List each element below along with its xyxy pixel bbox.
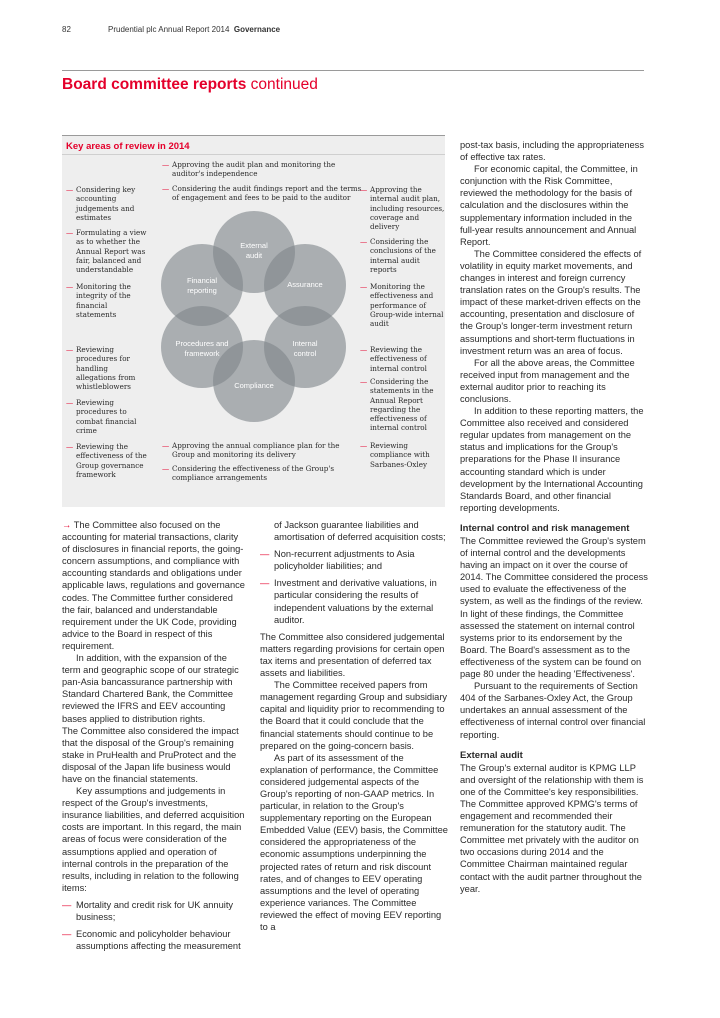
left-item: — Reviewing procedures for handling allegations from whistleblowers — [66, 345, 136, 392]
page-title-continued: continued — [250, 76, 318, 93]
section-heading-external-audit: External audit — [460, 749, 523, 761]
paragraph: In addition, with the expansion of the term and geographic scope of our strategic pan-Asia bancassurance partnership with Standard Chartered Bank, the Committee reviewed the IFRS and EEV accounting bases applied to distribution rights. — [62, 653, 239, 724]
paragraph: The Committee also considered the impact that the disposal of the Group's remaining stake in PruHealth and PruProtect and the disposal of the Japan life business would have on the financial statements. — [62, 725, 239, 784]
bottom-item: — Approving the annual compliance plan for the Group and monitoring its delivery — [162, 441, 340, 460]
paragraph: Key assumptions and judgements in respect of the Group's investments, insurance liabilities, and deferred acquisition costs are important. In this regard, the main areas of focus were consideration of the assumptions applied and operation of internal controls in the preparation of the results, including in relation to the following items: — [62, 786, 245, 893]
assurance-label: Assurance — [287, 280, 323, 289]
paragraph: The Committee received papers from management regarding Group and subsidiary capital and liquidity prior to recommending to the Board that it could conclude that the financial statements should continue to be prepared on the going-concern basis. — [260, 680, 448, 751]
internal-control-label-1: Internal — [292, 339, 318, 348]
report-title: Prudential plc Annual Report 2014 — [108, 25, 230, 34]
right-item: — Approving the internal audit plan, including resources, coverage and delivery — [360, 185, 445, 232]
paragraph: Pursuant to the requirements of Section 404 of the Sarbanes-Oxley Act, the Group undertakes an annual assessment of the effectiveness of internal control over financial reporting. — [460, 681, 646, 740]
body-column-2 — [260, 519, 448, 933]
top-item: — Approving the audit plan and monitoring the auditor's independence — [162, 160, 336, 179]
body-column-1 — [62, 519, 247, 952]
bottom-item: — Considering the effectiveness of the Group's compliance arrangements — [162, 464, 335, 483]
right-item: — Reviewing the effectiveness of internal control — [360, 345, 427, 373]
right-item: — Reviewing compliance with Sarbanes-Oxley — [360, 441, 430, 469]
bullet-item: — Mortality and credit risk for UK annuity business; — [62, 899, 234, 922]
paragraph: For all the above areas, the Committee received input from management and the external auditor prior to reaching its conclusions. — [460, 357, 635, 404]
financial-reporting-circle — [161, 244, 243, 326]
section-heading-internal-control: Internal control and risk management — [460, 522, 630, 534]
right-item: — Considering the conclusions of the internal audit reports — [360, 237, 436, 274]
paragraph: The Committee reviewed the Group's system of internal control and the developments having an impact on it over the course of 2014. The Committee considered the process used to evaluate the effectiveness of the system, as well as the findings of the review. In light of these findings, the Committee assessed the statement on internal control systems prior to its endorsement by the Board. The Board's assessment as to the effectiveness of the system can be found on page 80 under the heading 'Effectiveness'. — [460, 536, 648, 680]
left-item: — Formulating a view as to whether the Annual Report was fair, balanced and understandable — [66, 228, 147, 275]
paragraph: As part of its assessment of the explanation of performance, the Committee considered judgemental aspects of the Group's reporting of non-GAAP metrics. In particular, in relation to the Group's supplementary reporting on the European Embedded Value (EEV) basis, the Committee considered the appropriateness of the economic assumptions underpinning the projected rates of return and risk discount rates, and of changes to EEV operating assumptions and the level of operating experience variances. The Committee reviewed the effect of moving EEV reporting to a — [260, 752, 448, 932]
bullet-item: — Non-recurrent adjustments to Asia policyholder liabilities; and — [260, 549, 415, 572]
procedures-label-1: Procedures and — [175, 339, 229, 348]
external-audit-label-2: audit — [245, 251, 263, 260]
bullet-continuation: of Jackson guarantee liabilities and amortisation of deferred acquisition costs; — [274, 520, 446, 543]
paragraph: In addition to these reporting matters, the Committee also received and considered regular updates from management on the status and implications for the Group's preparations for the Phase II insurance accounting standard which is under development by the International Accounting Standards Board, and other financial reporting developments. — [460, 406, 644, 513]
compliance-label: Compliance — [234, 381, 274, 390]
paragraph: For economic capital, the Committee, in conjunction with the Risk Committee, reviewed the methodology for the basis of calculation and the disclosures within the supplementary information included in the full-year results announcement and Annual Report. — [460, 164, 638, 247]
paragraph: The Committee also considered judgemental matters regarding provisions for certain open tax items and presentation of deferred tax assets and liabilities. — [260, 631, 445, 679]
arrow-icon: → — [62, 520, 72, 530]
financial-reporting-label-2: reporting — [187, 286, 217, 295]
bullet-item: — Investment and derivative valuations, in particular considering the results of independent valuations by the external auditor. — [260, 578, 437, 625]
financial-reporting-label-1: Financial — [186, 276, 218, 285]
internal-control-label-2: control — [293, 349, 317, 358]
left-item: — Monitoring the integrity of the financial statements — [66, 282, 131, 319]
paragraph: → The Committee also focused on the accounting for material transactions, clarity of disclosures in financial reports, the going-concern assumptions, and compliance with accounting standards and obligations under applicable laws, regulations and governance codes. The Committee further considered the fair, balanced and understandable requirement under the UK Code, providing advice to the Board in respect of this requirement. — [62, 520, 245, 651]
bullet-item: — Economic and policyholder behaviour assumptions affecting the measurement — [62, 929, 241, 952]
left-item: — Considering key accounting judgements and estimates — [66, 185, 136, 222]
external-audit-label-1: External — [240, 241, 268, 250]
paragraph: post-tax basis, including the appropriateness of effective tax rates. — [460, 140, 644, 163]
body-column-3 — [460, 139, 648, 895]
page-number: 82 — [62, 25, 71, 34]
right-item: — Monitoring the effectiveness and performance of Group-wide internal audit — [360, 282, 444, 329]
paragraph: The Committee considered the effects of volatility in equity market movements, and changes in interest and foreign currency translation rates on the Group's results. The impact of these market-driven effects on the accounting, presentation and disclosure of the Group's longer-term investment return assumptions and short-term fluctuations in investment return was an area of focus. — [460, 248, 642, 356]
key-areas-title: Key areas of review in 2014 — [66, 141, 190, 152]
left-item: — Reviewing procedures to combat financial crime — [66, 398, 137, 435]
left-item: — Reviewing the effectiveness of the Group governance framework — [66, 442, 147, 479]
section-name: Governance — [233, 25, 281, 34]
paragraph: The Group's external auditor is KPMG LLP and oversight of the relationship with them is one of the Committee's key responsibilities. The Committee approved KPMG's terms of engagement and recommended their remuneration for the statutory audit. The Committee met privately with the auditor on two occasions during 2014 and the Committee Chairman maintained regular contact with the audit partner throughout the year. — [460, 762, 644, 894]
top-item: — Considering the audit findings report and the terms of engagement and fees to be paid to the auditor — [162, 184, 362, 203]
right-item: — Considering the statements in the Annual Report regarding the effectiveness of internal control — [360, 377, 434, 433]
procedures-label-2: framework — [184, 349, 220, 358]
page-title-main: Board committee reports — [62, 76, 247, 93]
